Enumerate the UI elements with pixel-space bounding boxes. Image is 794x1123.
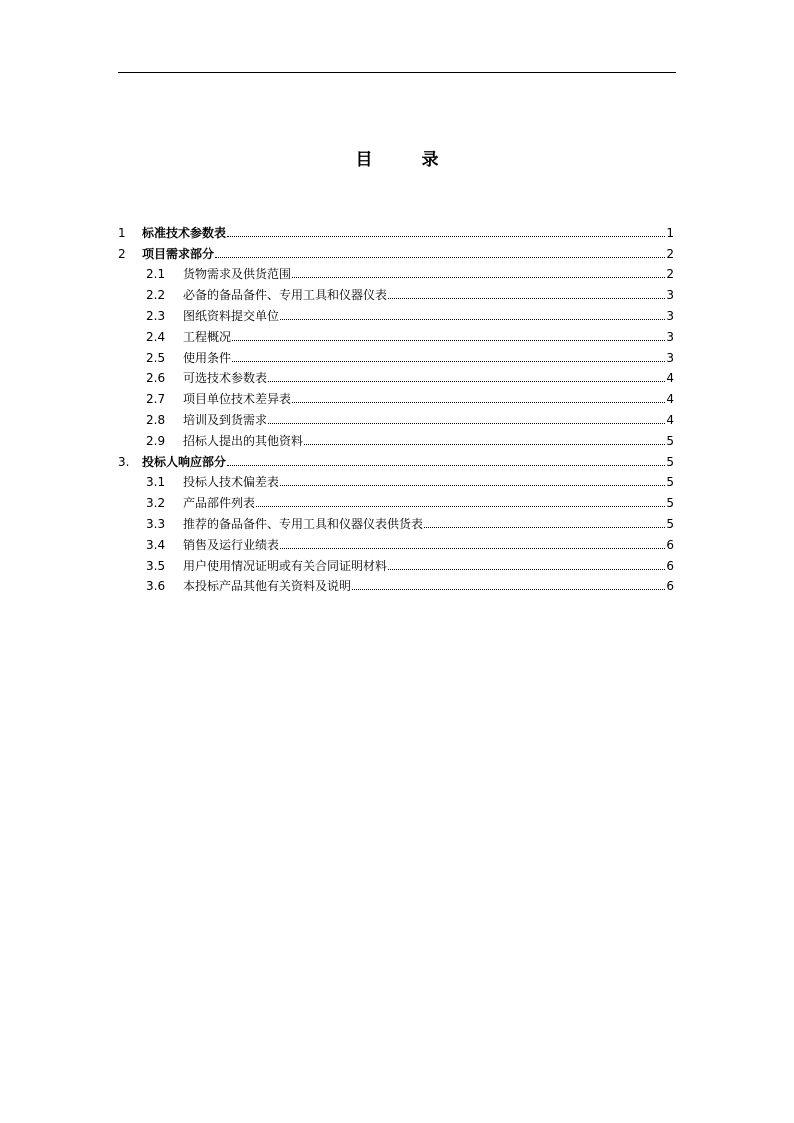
toc-page-number: 3 [666, 308, 674, 323]
toc-entry[interactable] [118, 532, 674, 553]
toc-dot-leader [227, 236, 665, 237]
toc-entry-title: 可选技术参数表 [183, 371, 268, 386]
toc-page-number: 4 [666, 412, 674, 427]
toc-entry[interactable] [118, 386, 674, 407]
table-of-contents [118, 220, 674, 594]
toc-page-number: 3 [666, 350, 674, 365]
toc-entry-number: 2.6 [146, 371, 166, 386]
toc-dot-leader [256, 506, 665, 507]
toc-entry-title: 项目需求部分 [142, 246, 215, 261]
toc-entry[interactable] [118, 345, 674, 366]
toc-entry-number: 2.3 [146, 308, 166, 323]
toc-entry[interactable] [118, 449, 674, 470]
toc-entry-title: 推荐的备品备件、专用工具和仪器仪表供货表 [183, 516, 424, 531]
toc-entry-title: 图纸资料提交单位 [183, 308, 280, 323]
toc-entry-title: 本投标产品其他有关资料及说明 [183, 579, 352, 594]
toc-dot-leader [292, 402, 665, 403]
toc-entry[interactable] [118, 490, 674, 511]
toc-page-number: 1 [666, 225, 674, 240]
header-rule [118, 72, 676, 73]
toc-page-number: 5 [666, 496, 674, 511]
toc-entry-number: 3. [118, 454, 130, 469]
toc-dot-leader [268, 423, 665, 424]
toc-entry[interactable] [118, 511, 674, 532]
toc-entry-title: 产品部件列表 [183, 496, 256, 511]
toc-dot-leader [232, 361, 665, 362]
toc-dot-leader [388, 569, 665, 570]
toc-title: 目 录 [355, 150, 455, 170]
toc-entry[interactable] [118, 241, 674, 262]
toc-page-number: 2 [666, 246, 674, 261]
toc-dot-leader [292, 277, 665, 278]
toc-entry[interactable] [118, 303, 674, 324]
toc-page-number: 3 [666, 329, 674, 344]
toc-entry[interactable] [118, 220, 674, 241]
toc-page-number: 6 [666, 537, 674, 552]
toc-entry-number: 2.1 [146, 267, 166, 282]
toc-dot-leader [388, 298, 665, 299]
toc-entry-title: 销售及运行业绩表 [183, 537, 280, 552]
toc-entry[interactable] [118, 470, 674, 491]
toc-page-number: 4 [666, 371, 674, 386]
toc-entry-number: 3.5 [146, 558, 166, 573]
toc-entry-title: 用户使用情况证明或有关合同证明材料 [183, 558, 388, 573]
toc-entry-title: 必备的备品备件、专用工具和仪器仪表 [183, 288, 388, 303]
toc-entry-title: 货物需求及供货范围 [183, 267, 292, 282]
toc-dot-leader [280, 319, 665, 320]
toc-dot-leader [227, 465, 665, 466]
toc-dot-leader [215, 257, 665, 258]
toc-page-number: 3 [666, 288, 674, 303]
toc-entry-title: 投标人响应部分 [142, 454, 227, 469]
toc-entry-number: 3.4 [146, 537, 166, 552]
toc-entry-number: 3.1 [146, 475, 166, 490]
toc-dot-leader [232, 340, 665, 341]
toc-entry[interactable] [118, 262, 674, 283]
toc-dot-leader [280, 548, 665, 549]
toc-entry-number: 2.4 [146, 329, 166, 344]
toc-entry-title: 投标人技术偏差表 [183, 475, 280, 490]
toc-page-number: 6 [666, 558, 674, 573]
toc-entry-title: 工程概况 [183, 329, 232, 344]
toc-entry[interactable] [118, 407, 674, 428]
toc-entry[interactable] [118, 366, 674, 387]
toc-entry-number: 3.3 [146, 516, 166, 531]
toc-dot-leader [280, 485, 665, 486]
toc-dot-leader [304, 444, 665, 445]
toc-page-number: 2 [666, 267, 674, 282]
toc-entry-number: 2 [118, 246, 126, 261]
toc-entry[interactable] [118, 574, 674, 595]
toc-dot-leader [268, 381, 665, 382]
toc-entry-title: 培训及到货需求 [183, 412, 268, 427]
toc-entry-title: 使用条件 [183, 350, 232, 365]
toc-page-number: 6 [666, 579, 674, 594]
toc-page-number: 5 [666, 475, 674, 490]
toc-entry-title: 项目单位技术差异表 [183, 392, 292, 407]
toc-entry-number: 2.2 [146, 288, 166, 303]
toc-page-number: 5 [666, 454, 674, 469]
toc-entry-title: 标准技术参数表 [142, 225, 227, 240]
toc-page-number: 4 [666, 392, 674, 407]
toc-entry-number: 2.5 [146, 350, 166, 365]
toc-page-number: 5 [666, 516, 674, 531]
toc-entry-title: 招标人提出的其他资料 [183, 433, 304, 448]
toc-entry-number: 1 [118, 225, 126, 240]
toc-entry[interactable] [118, 282, 674, 303]
toc-entry[interactable] [118, 324, 674, 345]
toc-entry[interactable] [118, 553, 674, 574]
toc-entry[interactable] [118, 428, 674, 449]
toc-entry-number: 3.6 [146, 579, 166, 594]
toc-entry-number: 3.2 [146, 496, 166, 511]
toc-dot-leader [424, 527, 665, 528]
toc-page-number: 5 [666, 433, 674, 448]
toc-entry-number: 2.8 [146, 412, 166, 427]
toc-entry-number: 2.9 [146, 433, 166, 448]
toc-dot-leader [352, 589, 665, 590]
toc-entry-number: 2.7 [146, 392, 166, 407]
